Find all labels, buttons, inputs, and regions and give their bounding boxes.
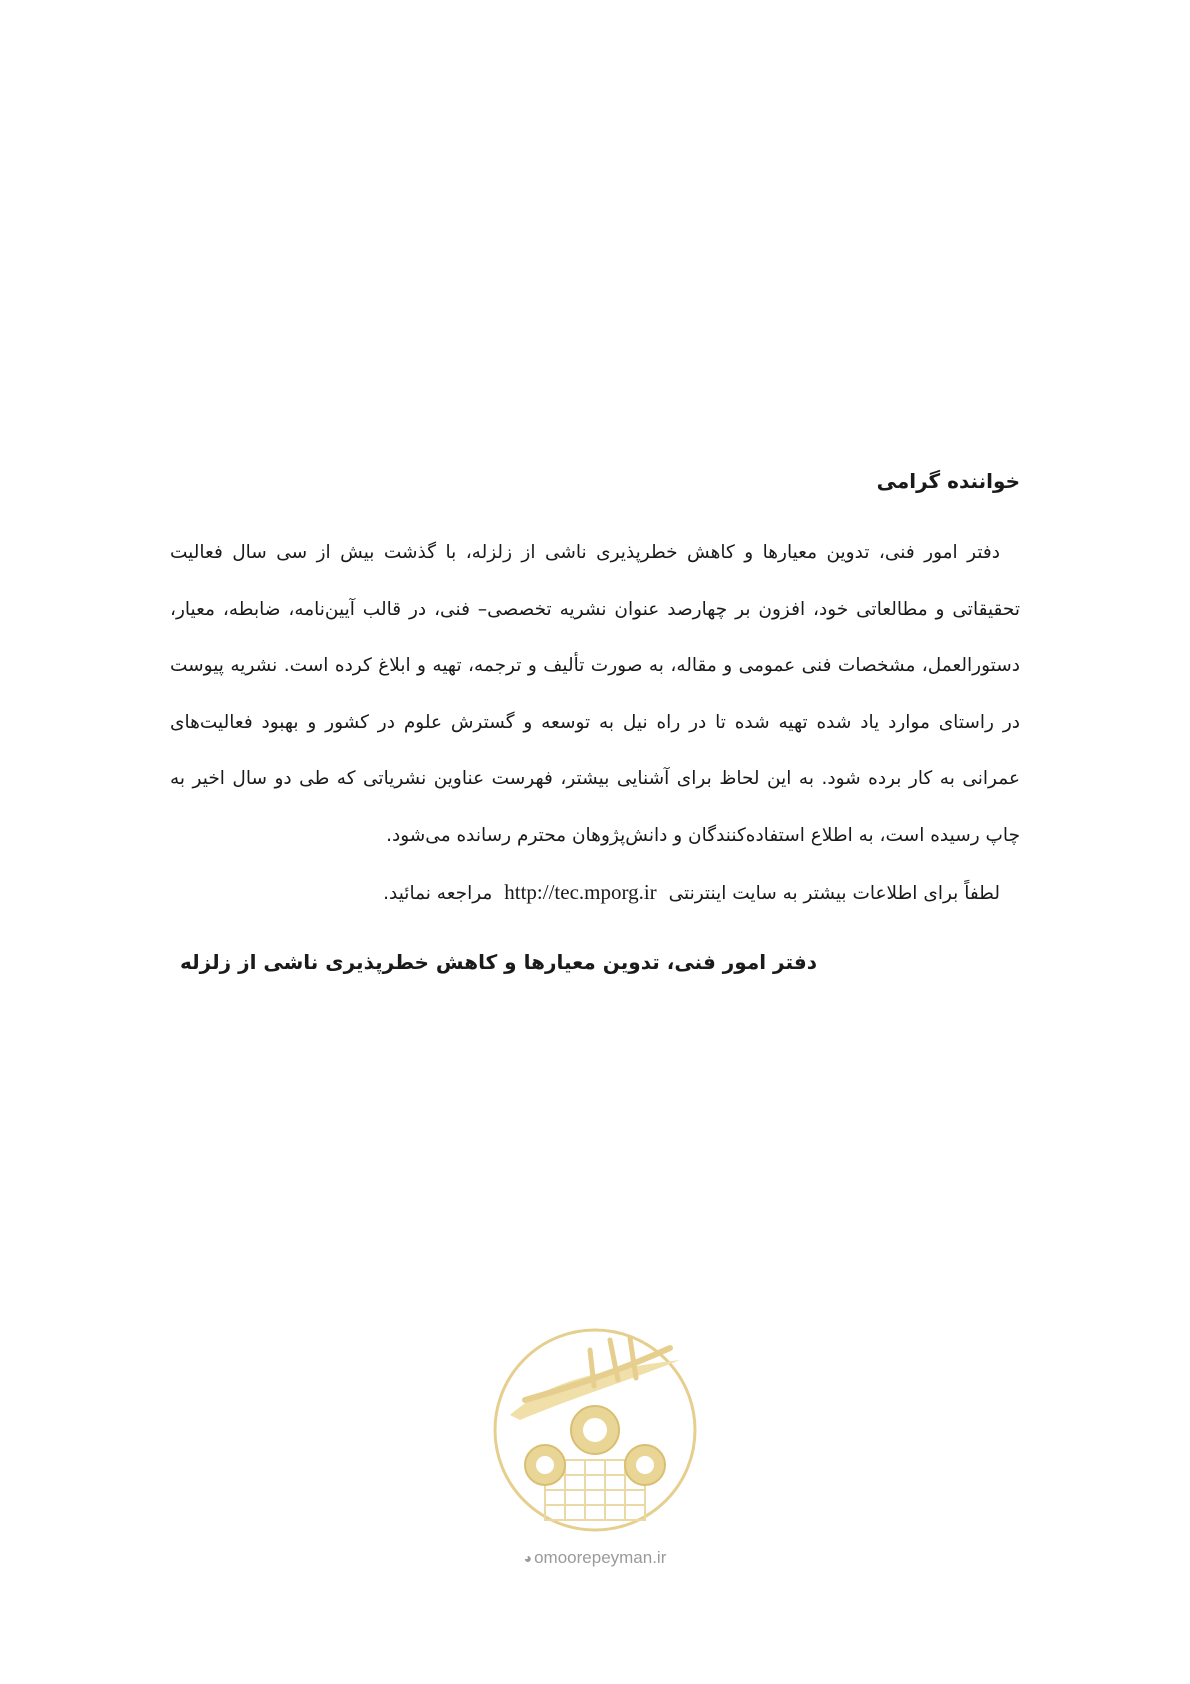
website-url-link[interactable]: http://tec.mporg.ir: [504, 880, 657, 904]
website-reference-line: [170, 872, 1020, 914]
letter-body: [170, 465, 1020, 974]
logo-caption: [490, 1548, 700, 1568]
website-reference-suffix: مراجعه نمائید.: [383, 883, 493, 904]
salutation-heading: خواننده گرامی: [876, 469, 1020, 493]
office-signature: دفتر امور فنی، تدوین معیارها و کاهش خطرپذیری ناشی از زلزله: [180, 950, 818, 974]
omoore-peyman-seal-icon: [490, 1320, 700, 1540]
logo-caption-text: omoorepeyman.ir: [534, 1548, 667, 1567]
globe-icon: ◕: [523, 1550, 533, 1566]
watermark-logo: [490, 1320, 700, 1570]
website-reference-prefix: لطفاً برای اطلاعات بیشتر به سایت اینترنتی: [668, 883, 1000, 904]
intro-paragraph: دفتر امور فنی، تدوین معیارها و کاهش خطرپذیری ناشی از زلزله، با گذشت بیش از سی سال فعالیت تحقیقاتی و مطالعاتی خود، افزون بر چهارصد عنوان نشریه تخصصی– فنی، در قالب آیین‌نامه، ضابطه، معیار، دستورالعمل، مشخصات فنی عمومی و مقاله، به صورت تألیف و ترجمه، تهیه و ابلاغ کرده است. نشریه پیوست در راستای موارد یاد شده تهیه شده تا در راه نیل به توسعه و گسترش علوم در کشور و بهبود فعالیت‌های عمرانی به کار برده شود. به این لحاظ برای آشنایی بیشتر، فهرست عناوین نشریاتی که طی دو سال اخیر به چاپ رسیده است، به اطلاع استفاده‌کنندگان و دانش‌پژوهان محترم رسانده می‌شود.: [170, 542, 1020, 846]
